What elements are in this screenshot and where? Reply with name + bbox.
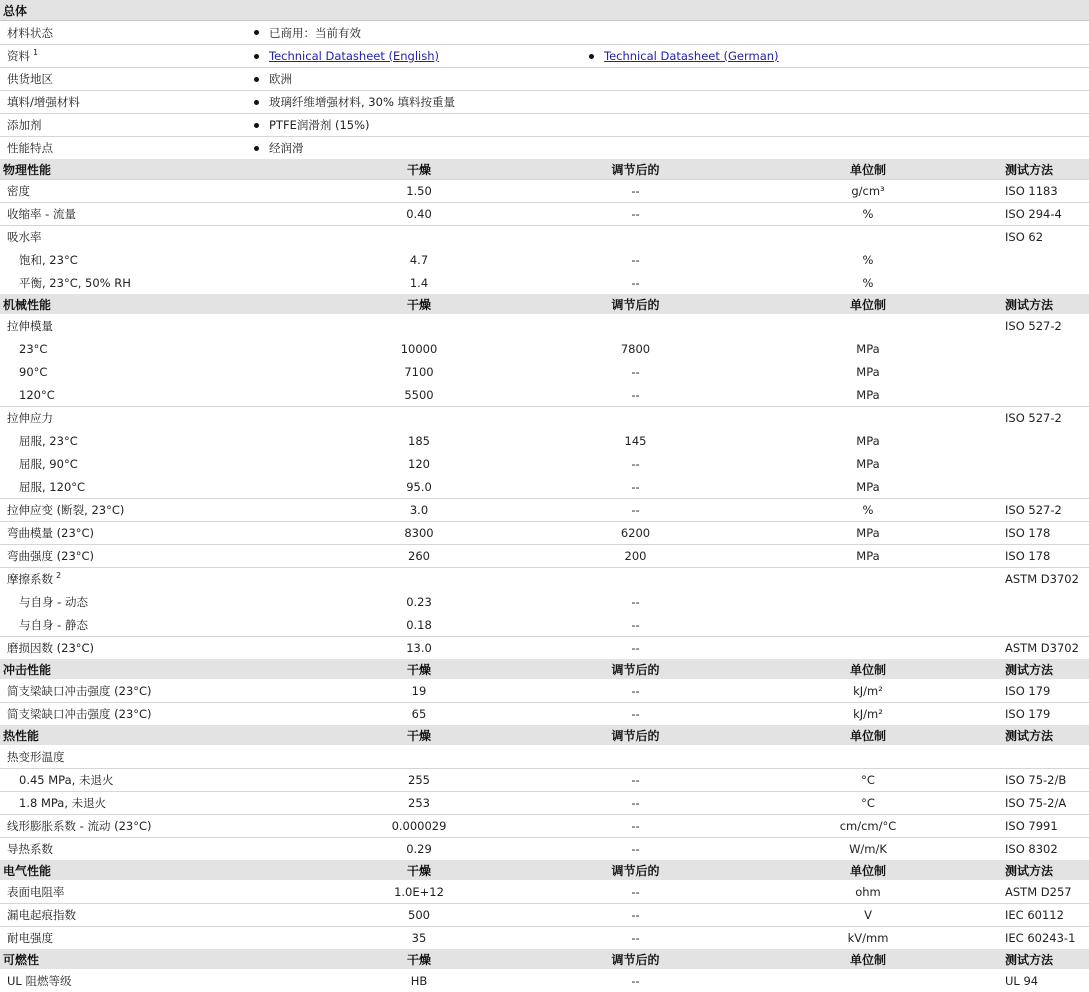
general-row-label bbox=[0, 140, 250, 156]
column-header-conditioned: 调节后的 bbox=[611, 662, 660, 677]
property-name-text: 漏电起痕指数 bbox=[7, 908, 76, 922]
section-title: 电气性能 bbox=[3, 863, 52, 878]
dry-value: 120 bbox=[408, 456, 430, 471]
column-header-conditioned: 调节后的 bbox=[611, 863, 660, 878]
conditioned-value: -- bbox=[631, 842, 640, 856]
section-header bbox=[0, 725, 1089, 745]
property-row bbox=[0, 837, 1089, 860]
conditioned-value: -- bbox=[631, 456, 640, 471]
property-name-text: 磨损因数 (23°C) bbox=[7, 641, 95, 655]
property-name-text: 拉伸应力 bbox=[7, 411, 53, 425]
unit-value: % bbox=[862, 503, 874, 517]
property-name-text: 90°C bbox=[19, 364, 48, 379]
property-row bbox=[0, 903, 1089, 926]
dry-value: 19 bbox=[411, 683, 427, 698]
conditioned-value: 7800 bbox=[620, 341, 651, 356]
dry-value: 65 bbox=[411, 707, 427, 721]
unit-value: kV/mm bbox=[847, 931, 889, 945]
property-row bbox=[0, 702, 1089, 725]
property-name bbox=[0, 749, 330, 765]
general-row-label-text: 资料 bbox=[7, 49, 30, 63]
column-header-test-method: 测试方法 bbox=[1005, 952, 1054, 967]
property-row bbox=[0, 271, 1089, 294]
property-row bbox=[0, 679, 1089, 702]
property-row bbox=[0, 452, 1089, 475]
general-row-value bbox=[250, 71, 585, 87]
unit-value: MPa bbox=[856, 549, 880, 563]
conditioned-value: -- bbox=[631, 207, 640, 221]
test-method-value: ISO 179 bbox=[1005, 707, 1051, 721]
conditioned-value: -- bbox=[631, 641, 640, 655]
property-name bbox=[0, 183, 330, 199]
general-row-value bbox=[250, 94, 585, 110]
property-row bbox=[0, 498, 1089, 521]
general-title: 总体 bbox=[3, 3, 28, 18]
bullet-icon bbox=[589, 54, 594, 59]
general-row-value bbox=[250, 117, 585, 133]
test-method-value: ISO 8302 bbox=[1005, 842, 1058, 856]
unit-value: MPa bbox=[856, 364, 880, 379]
dry-value: 253 bbox=[408, 796, 430, 810]
property-name-text: 线形膨胀系数 - 流动 (23°C) bbox=[7, 819, 152, 833]
column-header-test-method: 测试方法 bbox=[1005, 162, 1054, 177]
column-header-conditioned: 调节后的 bbox=[611, 952, 660, 967]
unit-value: V bbox=[864, 908, 872, 922]
conditioned-value: -- bbox=[631, 184, 640, 198]
property-name bbox=[0, 571, 330, 587]
property-name bbox=[0, 617, 330, 633]
property-name-text: 热变形温度 bbox=[7, 749, 65, 764]
property-row bbox=[0, 745, 1089, 768]
dry-value: 8300 bbox=[404, 526, 434, 540]
property-name bbox=[0, 275, 330, 291]
property-name-text: 拉伸模量 bbox=[7, 318, 53, 333]
general-row-value bbox=[250, 25, 585, 41]
property-name bbox=[0, 456, 330, 472]
property-row bbox=[0, 429, 1089, 452]
dry-value: 1.50 bbox=[406, 184, 432, 198]
general-value-text: 玻璃纤维增强材料, 30% 填料按重量 bbox=[269, 95, 456, 109]
general-row-label bbox=[0, 71, 250, 87]
property-name bbox=[0, 548, 330, 564]
conditioned-value: 200 bbox=[624, 549, 647, 563]
column-header-dry: 干燥 bbox=[406, 952, 431, 967]
dry-value: 3.0 bbox=[409, 503, 429, 517]
general-row bbox=[0, 21, 1089, 44]
section-header bbox=[0, 949, 1089, 969]
column-header-dry: 干燥 bbox=[406, 162, 431, 177]
unit-value: g/cm³ bbox=[851, 184, 885, 198]
unit-value: °C bbox=[861, 773, 875, 787]
general-value-text: 经润滑 bbox=[269, 141, 304, 155]
property-name-text: 收缩率 - 流量 bbox=[7, 207, 76, 221]
property-row bbox=[0, 360, 1089, 383]
general-row bbox=[0, 113, 1089, 136]
dry-value: 10000 bbox=[400, 341, 438, 356]
dry-value: 0.18 bbox=[406, 617, 432, 632]
unit-value: MPa bbox=[856, 479, 880, 494]
property-name bbox=[0, 706, 330, 722]
general-properties bbox=[0, 21, 1089, 159]
section-title: 物理性能 bbox=[3, 162, 52, 177]
conditioned-value: -- bbox=[631, 819, 640, 833]
general-value-text: PTFE润滑剂 (15%) bbox=[269, 118, 370, 132]
general-row-label-text: 性能特点 bbox=[7, 141, 53, 155]
property-name bbox=[0, 818, 330, 834]
dry-value: 500 bbox=[408, 908, 430, 922]
unit-value: % bbox=[862, 207, 874, 221]
column-header-conditioned: 调节后的 bbox=[611, 162, 660, 177]
property-name-text: 饱和, 23°C bbox=[19, 252, 78, 267]
footnote-marker: 1 bbox=[33, 48, 39, 58]
column-header-dry: 干燥 bbox=[406, 297, 431, 312]
property-name bbox=[0, 502, 330, 518]
test-method-value: ISO 7991 bbox=[1005, 819, 1058, 833]
unit-value: ohm bbox=[855, 884, 881, 899]
property-row bbox=[0, 768, 1089, 791]
conditioned-value: -- bbox=[631, 884, 640, 899]
unit-value: MPa bbox=[856, 433, 880, 448]
general-value-text: 已商用：当前有效 bbox=[269, 25, 361, 40]
property-name-text: 23°C bbox=[19, 341, 48, 356]
property-name-text: 导热系数 bbox=[7, 842, 53, 856]
property-name bbox=[0, 229, 330, 245]
conditioned-value: -- bbox=[631, 973, 640, 988]
property-name bbox=[0, 772, 330, 788]
section-header bbox=[0, 659, 1089, 679]
property-name-text: 拉伸应变 (断裂, 23°C) bbox=[7, 503, 125, 517]
dry-value: 95.0 bbox=[406, 479, 432, 494]
general-row-value bbox=[250, 140, 585, 156]
property-name bbox=[0, 479, 330, 495]
property-row bbox=[0, 179, 1089, 202]
unit-value: MPa bbox=[856, 526, 880, 540]
test-method-value: ISO 527-2 bbox=[1005, 503, 1062, 517]
unit-value: cm/cm/°C bbox=[839, 819, 897, 833]
property-name bbox=[0, 433, 330, 449]
property-name-text: 与自身 - 静态 bbox=[19, 617, 88, 632]
general-row-label bbox=[0, 117, 250, 133]
general-row-label bbox=[0, 48, 250, 64]
property-name-text: 简支梁缺口冲击强度 (23°C) bbox=[7, 707, 152, 721]
property-name-text: 吸水率 bbox=[7, 230, 42, 244]
test-method-value: ISO 179 bbox=[1005, 683, 1051, 698]
test-method-value: UL 94 bbox=[1005, 973, 1039, 988]
property-name bbox=[0, 525, 330, 541]
property-name bbox=[0, 388, 330, 402]
property-name-text: UL 阻燃等级 bbox=[7, 973, 72, 988]
column-header-conditioned: 调节后的 bbox=[611, 728, 660, 743]
section-header bbox=[0, 159, 1089, 179]
property-row bbox=[0, 814, 1089, 837]
conditioned-value: -- bbox=[631, 931, 640, 945]
dry-value: 4.7 bbox=[409, 252, 429, 267]
unit-value: MPa bbox=[856, 341, 880, 356]
dry-value: 1.4 bbox=[409, 275, 429, 290]
conditioned-value: -- bbox=[631, 275, 640, 290]
property-name-text: 120°C bbox=[19, 387, 55, 402]
property-row bbox=[0, 521, 1089, 544]
dry-value: 185 bbox=[408, 433, 430, 448]
property-name bbox=[0, 640, 330, 656]
column-header-test-method: 测试方法 bbox=[1005, 297, 1054, 312]
property-name bbox=[0, 930, 330, 946]
property-row bbox=[0, 248, 1089, 271]
general-section-header bbox=[0, 0, 1089, 21]
property-row bbox=[0, 880, 1089, 903]
dry-value: 0.23 bbox=[406, 594, 432, 609]
property-name bbox=[0, 795, 330, 811]
dry-value: 0.29 bbox=[406, 842, 432, 856]
column-header-conditioned: 调节后的 bbox=[611, 297, 660, 312]
property-name bbox=[0, 884, 330, 900]
property-name-text: 弯曲模量 (23°C) bbox=[7, 526, 95, 540]
column-header-unit: 单位制 bbox=[849, 728, 886, 743]
dry-value: 260 bbox=[408, 549, 430, 563]
property-name bbox=[0, 594, 330, 610]
conditioned-value: -- bbox=[631, 796, 640, 810]
dry-value: 35 bbox=[411, 931, 427, 945]
conditioned-value: 6200 bbox=[620, 526, 651, 540]
test-method-value: IEC 60112 bbox=[1005, 908, 1064, 922]
column-header-test-method: 测试方法 bbox=[1005, 863, 1054, 878]
property-name-text: 摩擦系数 bbox=[7, 572, 53, 586]
dry-value: 0.40 bbox=[406, 207, 432, 221]
general-row bbox=[0, 136, 1089, 159]
property-name bbox=[0, 252, 330, 268]
section-title: 热性能 bbox=[3, 728, 40, 743]
test-method-value: ISO 1183 bbox=[1005, 184, 1058, 198]
test-method-value: ISO 62 bbox=[1005, 230, 1044, 244]
unit-value: W/m/K bbox=[849, 842, 887, 856]
section-header bbox=[0, 860, 1089, 880]
test-method-value: ASTM D3702 bbox=[1005, 641, 1079, 655]
unit-value: kJ/m² bbox=[853, 683, 883, 698]
conditioned-value: -- bbox=[631, 503, 640, 517]
column-header-unit: 单位制 bbox=[849, 162, 886, 177]
dry-value: 7100 bbox=[404, 364, 434, 379]
property-name bbox=[0, 841, 330, 857]
conditioned-value: -- bbox=[631, 387, 640, 402]
unit-value: MPa bbox=[856, 387, 880, 402]
section-title: 机械性能 bbox=[3, 297, 52, 312]
property-row bbox=[0, 314, 1089, 337]
test-method-value: ISO 294-4 bbox=[1005, 207, 1062, 221]
property-row bbox=[0, 926, 1089, 949]
bullet-icon bbox=[254, 30, 259, 35]
conditioned-value: -- bbox=[631, 908, 640, 922]
footnote-marker: 2 bbox=[56, 571, 62, 581]
property-name-text: 与自身 - 动态 bbox=[19, 594, 88, 609]
general-row bbox=[0, 44, 1089, 67]
property-name-text: 表面电阻率 bbox=[7, 884, 65, 899]
property-name-text: 简支梁缺口冲击强度 (23°C) bbox=[7, 683, 152, 698]
property-name bbox=[0, 206, 330, 222]
datasheet-link[interactable]: Technical Datasheet (English) bbox=[269, 49, 440, 63]
general-row bbox=[0, 90, 1089, 113]
property-row bbox=[0, 202, 1089, 225]
property-row bbox=[0, 791, 1089, 814]
section-title: 可燃性 bbox=[3, 952, 40, 967]
general-row-label bbox=[0, 25, 250, 41]
property-name-text: 0.45 MPa, 未退火 bbox=[19, 773, 114, 787]
property-row bbox=[0, 969, 1089, 992]
conditioned-value: -- bbox=[631, 479, 640, 494]
property-row bbox=[0, 475, 1089, 498]
bullet-icon bbox=[254, 54, 259, 59]
general-row-label-text: 供货地区 bbox=[7, 72, 53, 86]
test-method-value: ISO 178 bbox=[1005, 526, 1051, 540]
property-row bbox=[0, 225, 1089, 248]
property-row bbox=[0, 567, 1089, 590]
datasheet-link-item bbox=[585, 49, 920, 63]
datasheet-link-item bbox=[250, 49, 585, 63]
test-method-value: ISO 75-2/A bbox=[1005, 796, 1067, 810]
unit-value: % bbox=[862, 252, 874, 267]
bullet-icon bbox=[254, 100, 259, 105]
conditioned-value: -- bbox=[631, 594, 640, 609]
general-row-label-text: 填料/增强材料 bbox=[7, 95, 80, 109]
bullet-icon bbox=[254, 123, 259, 128]
property-row bbox=[0, 590, 1089, 613]
column-header-unit: 单位制 bbox=[849, 662, 886, 677]
column-header-dry: 干燥 bbox=[406, 863, 431, 878]
bullet-icon bbox=[254, 77, 259, 82]
property-name-text: 屈服, 90°C bbox=[19, 456, 78, 471]
property-row bbox=[0, 544, 1089, 567]
property-name bbox=[0, 973, 330, 989]
test-method-value: IEC 60243-1 bbox=[1005, 931, 1076, 945]
test-method-value: ISO 527-2 bbox=[1005, 411, 1062, 425]
bullet-icon bbox=[254, 146, 259, 151]
dry-value: 0.000029 bbox=[391, 819, 447, 833]
property-name bbox=[0, 683, 330, 699]
column-header-test-method: 测试方法 bbox=[1005, 728, 1054, 743]
property-name-text: 平衡, 23°C, 50% RH bbox=[19, 275, 131, 290]
property-row bbox=[0, 383, 1089, 406]
conditioned-value: -- bbox=[631, 617, 640, 632]
property-name-text: 1.8 MPa, 未退火 bbox=[19, 796, 107, 810]
property-row bbox=[0, 406, 1089, 429]
section-title: 冲击性能 bbox=[3, 662, 52, 677]
test-method-value: ISO 527-2 bbox=[1005, 318, 1062, 333]
section-header bbox=[0, 294, 1089, 314]
property-name-text: 耐电强度 bbox=[7, 931, 53, 945]
conditioned-value: -- bbox=[631, 252, 640, 267]
conditioned-value: -- bbox=[631, 364, 640, 379]
column-header-test-method: 测试方法 bbox=[1005, 662, 1054, 677]
column-header-unit: 单位制 bbox=[849, 952, 886, 967]
property-name bbox=[0, 318, 330, 334]
dry-value: HB bbox=[410, 973, 428, 988]
dry-value: 255 bbox=[408, 773, 430, 787]
column-header-dry: 干燥 bbox=[406, 662, 431, 677]
unit-value: °C bbox=[861, 796, 875, 810]
test-method-value: ISO 75-2/B bbox=[1005, 773, 1067, 787]
property-row bbox=[0, 636, 1089, 659]
conditioned-value: -- bbox=[631, 707, 640, 721]
general-value-text: 欧洲 bbox=[269, 72, 292, 86]
property-name-text: 密度 bbox=[7, 184, 30, 198]
unit-value: MPa bbox=[856, 456, 880, 471]
column-header-dry: 干燥 bbox=[406, 728, 431, 743]
conditioned-value: -- bbox=[631, 683, 640, 698]
general-row bbox=[0, 67, 1089, 90]
test-method-value: ISO 178 bbox=[1005, 549, 1051, 563]
test-method-value: ASTM D257 bbox=[1005, 884, 1072, 899]
conditioned-value: 145 bbox=[624, 433, 647, 448]
test-method-value: ASTM D3702 bbox=[1005, 572, 1079, 586]
datasheet-link[interactable]: Technical Datasheet (German) bbox=[604, 49, 779, 63]
property-name bbox=[0, 410, 330, 426]
property-row bbox=[0, 613, 1089, 636]
dry-value: 1.0E+12 bbox=[394, 884, 444, 899]
property-sections bbox=[0, 159, 1089, 992]
property-name bbox=[0, 907, 330, 923]
property-name bbox=[0, 342, 330, 356]
general-row-label-text: 材料状态 bbox=[7, 25, 53, 40]
property-name-text: 弯曲强度 (23°C) bbox=[7, 549, 95, 563]
conditioned-value: -- bbox=[631, 773, 640, 787]
dry-value: 13.0 bbox=[406, 641, 432, 655]
property-name-text: 屈服, 23°C bbox=[19, 433, 78, 448]
column-header-unit: 单位制 bbox=[849, 863, 886, 878]
property-name bbox=[0, 365, 330, 379]
dry-value: 5500 bbox=[404, 387, 434, 402]
column-header-unit: 单位制 bbox=[849, 297, 886, 312]
unit-value: kJ/m² bbox=[853, 707, 883, 721]
general-row-label-text: 添加剂 bbox=[7, 118, 42, 132]
unit-value: % bbox=[862, 275, 874, 290]
general-row-label bbox=[0, 94, 250, 110]
property-row bbox=[0, 337, 1089, 360]
property-name-text: 屈服, 120°C bbox=[19, 479, 86, 494]
